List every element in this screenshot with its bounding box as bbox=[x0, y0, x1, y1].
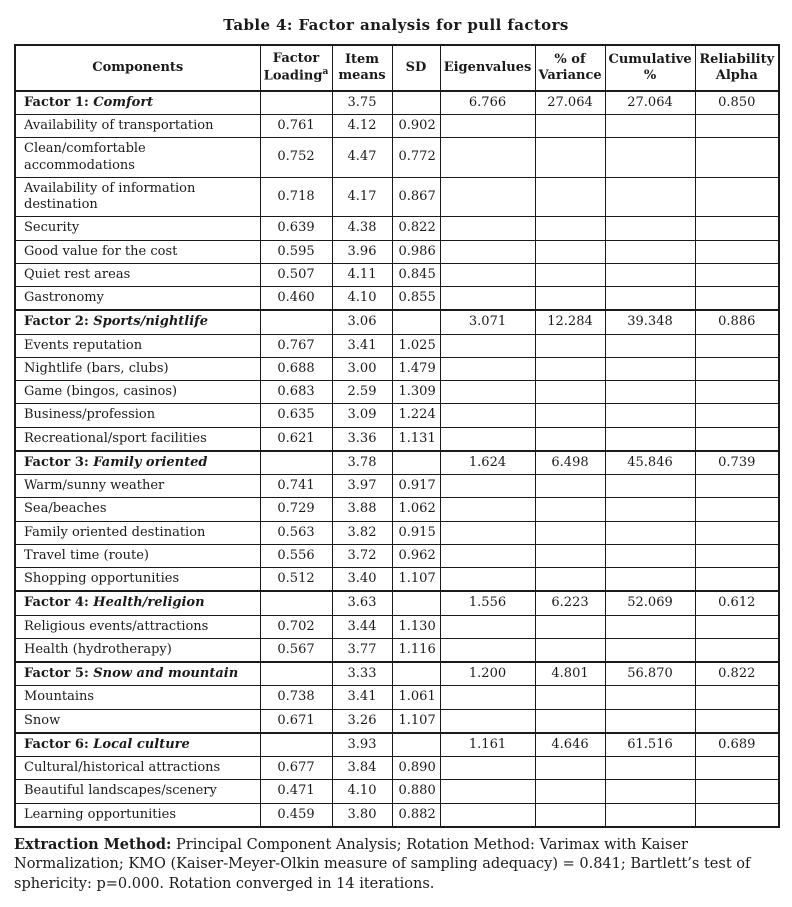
eigenvalue-cell bbox=[440, 544, 535, 567]
factor-name: Snow and mountain bbox=[93, 666, 239, 682]
alpha-cell bbox=[695, 709, 779, 733]
cumulative-cell bbox=[605, 115, 695, 138]
sd-cell: 0.882 bbox=[392, 803, 440, 827]
variance-cell bbox=[535, 615, 605, 638]
item-label: Snow bbox=[15, 709, 260, 733]
loading-cell: 0.741 bbox=[260, 475, 332, 498]
item-mean-cell: 3.80 bbox=[332, 803, 392, 827]
factor-label bbox=[15, 451, 260, 475]
factor-label bbox=[15, 91, 260, 115]
item-mean-cell: 3.75 bbox=[332, 91, 392, 115]
item-row bbox=[15, 381, 779, 404]
variance-cell bbox=[535, 544, 605, 567]
variance-cell: 6.498 bbox=[535, 451, 605, 475]
alpha-cell bbox=[695, 177, 779, 217]
loading-cell bbox=[260, 451, 332, 475]
item-row bbox=[15, 780, 779, 803]
factor-name: Health/religion bbox=[93, 595, 205, 611]
loading-cell: 0.752 bbox=[260, 138, 332, 178]
variance-cell bbox=[535, 138, 605, 178]
alpha-cell bbox=[695, 263, 779, 286]
alpha-cell bbox=[695, 615, 779, 638]
factor-name: Family oriented bbox=[93, 454, 208, 470]
item-row bbox=[15, 498, 779, 521]
item-mean-cell: 3.78 bbox=[332, 451, 392, 475]
item-mean-cell: 3.77 bbox=[332, 638, 392, 662]
factor-row bbox=[15, 662, 779, 686]
alpha-cell bbox=[695, 427, 779, 451]
eigenvalue-cell bbox=[440, 404, 535, 427]
item-mean-cell: 2.59 bbox=[332, 381, 392, 404]
item-label: Learning opportunities bbox=[15, 803, 260, 827]
eigenvalue-cell bbox=[440, 780, 535, 803]
variance-cell bbox=[535, 521, 605, 544]
item-row bbox=[15, 240, 779, 263]
table-title: Table 4: Factor analysis for pull factors bbox=[223, 16, 569, 34]
factor-prefix: Factor 5: bbox=[24, 666, 94, 682]
factor-label bbox=[15, 591, 260, 615]
sd-cell: 1.479 bbox=[392, 357, 440, 380]
item-mean-cell: 3.82 bbox=[332, 521, 392, 544]
factor-analysis-table bbox=[14, 44, 780, 828]
variance-cell bbox=[535, 638, 605, 662]
loading-cell: 0.671 bbox=[260, 709, 332, 733]
cumulative-cell bbox=[605, 780, 695, 803]
cumulative-cell bbox=[605, 381, 695, 404]
loading-cell: 0.595 bbox=[260, 240, 332, 263]
eigenvalue-cell bbox=[440, 757, 535, 780]
loading-cell: 0.567 bbox=[260, 638, 332, 662]
eigenvalue-cell bbox=[440, 217, 535, 240]
variance-cell: 4.801 bbox=[535, 662, 605, 686]
alpha-cell: 0.822 bbox=[695, 662, 779, 686]
sd-cell: 0.845 bbox=[392, 263, 440, 286]
item-mean-cell: 3.26 bbox=[332, 709, 392, 733]
cumulative-cell bbox=[605, 177, 695, 217]
cumulative-cell: 52.069 bbox=[605, 591, 695, 615]
item-mean-cell: 3.41 bbox=[332, 686, 392, 709]
eigenvalue-cell: 1.161 bbox=[440, 733, 535, 757]
cumulative-cell bbox=[605, 615, 695, 638]
notes-extraction-method-label: Extraction Method: bbox=[14, 835, 172, 853]
alpha-cell bbox=[695, 803, 779, 827]
factor-row bbox=[15, 451, 779, 475]
cumulative-cell bbox=[605, 568, 695, 592]
eigenvalue-cell bbox=[440, 287, 535, 311]
item-row bbox=[15, 217, 779, 240]
factor-row bbox=[15, 591, 779, 615]
loading-cell bbox=[260, 591, 332, 615]
item-row bbox=[15, 568, 779, 592]
item-label: Religious events/attractions bbox=[15, 615, 260, 638]
cumulative-cell: 45.846 bbox=[605, 451, 695, 475]
factor-row bbox=[15, 310, 779, 334]
eigenvalue-cell bbox=[440, 177, 535, 217]
item-label: Clean/comfortable accommodations bbox=[15, 138, 260, 178]
item-label: Health (hydrotherapy) bbox=[15, 638, 260, 662]
alpha-cell bbox=[695, 686, 779, 709]
table-notes bbox=[14, 835, 778, 895]
eigenvalue-cell: 1.200 bbox=[440, 662, 535, 686]
variance-cell bbox=[535, 686, 605, 709]
cumulative-cell bbox=[605, 404, 695, 427]
item-label: Cultural/historical attractions bbox=[15, 757, 260, 780]
item-label: Travel time (route) bbox=[15, 544, 260, 567]
alpha-cell bbox=[695, 404, 779, 427]
cumulative-cell bbox=[605, 544, 695, 567]
item-mean-cell: 4.17 bbox=[332, 177, 392, 217]
eigenvalue-cell bbox=[440, 240, 535, 263]
alpha-cell bbox=[695, 757, 779, 780]
variance-cell: 12.284 bbox=[535, 310, 605, 334]
loading-cell: 0.718 bbox=[260, 177, 332, 217]
item-row bbox=[15, 638, 779, 662]
variance-cell bbox=[535, 263, 605, 286]
loading-cell: 0.460 bbox=[260, 287, 332, 311]
loading-cell: 0.459 bbox=[260, 803, 332, 827]
alpha-cell bbox=[695, 217, 779, 240]
alpha-cell: 0.850 bbox=[695, 91, 779, 115]
loading-cell: 0.635 bbox=[260, 404, 332, 427]
item-label: Quiet rest areas bbox=[15, 263, 260, 286]
variance-cell bbox=[535, 709, 605, 733]
sd-cell: 1.224 bbox=[392, 404, 440, 427]
cumulative-cell bbox=[605, 240, 695, 263]
item-mean-cell: 3.96 bbox=[332, 240, 392, 263]
loading-cell: 0.639 bbox=[260, 217, 332, 240]
item-row bbox=[15, 686, 779, 709]
item-label: Security bbox=[15, 217, 260, 240]
item-label: Business/profession bbox=[15, 404, 260, 427]
table-body bbox=[15, 91, 779, 827]
sd-cell: 0.880 bbox=[392, 780, 440, 803]
cumulative-cell bbox=[605, 521, 695, 544]
alpha-cell bbox=[695, 115, 779, 138]
item-row bbox=[15, 427, 779, 451]
item-row bbox=[15, 138, 779, 178]
loading-cell: 0.767 bbox=[260, 334, 332, 357]
eigenvalue-cell bbox=[440, 475, 535, 498]
sd-cell bbox=[392, 91, 440, 115]
loading-cell: 0.563 bbox=[260, 521, 332, 544]
variance-cell: 4.646 bbox=[535, 733, 605, 757]
sd-cell bbox=[392, 662, 440, 686]
eigenvalue-cell: 1.624 bbox=[440, 451, 535, 475]
variance-cell: 6.223 bbox=[535, 591, 605, 615]
cumulative-cell bbox=[605, 709, 695, 733]
factor-prefix: Factor 6: bbox=[24, 736, 94, 752]
item-row bbox=[15, 287, 779, 311]
alpha-cell bbox=[695, 287, 779, 311]
column-header: Reliability Alpha bbox=[695, 45, 779, 91]
item-label: Game (bingos, casinos) bbox=[15, 381, 260, 404]
eigenvalue-cell bbox=[440, 115, 535, 138]
sd-cell: 1.107 bbox=[392, 568, 440, 592]
item-mean-cell: 3.44 bbox=[332, 615, 392, 638]
variance-cell bbox=[535, 404, 605, 427]
item-row bbox=[15, 803, 779, 827]
alpha-cell bbox=[695, 381, 779, 404]
factor-name: Local culture bbox=[93, 736, 190, 752]
item-row bbox=[15, 115, 779, 138]
item-mean-cell: 3.93 bbox=[332, 733, 392, 757]
cumulative-cell: 56.870 bbox=[605, 662, 695, 686]
alpha-cell bbox=[695, 334, 779, 357]
cumulative-cell bbox=[605, 357, 695, 380]
item-label: Nightlife (bars, clubs) bbox=[15, 357, 260, 380]
factor-label bbox=[15, 733, 260, 757]
item-mean-cell: 3.72 bbox=[332, 544, 392, 567]
eigenvalue-cell bbox=[440, 381, 535, 404]
sd-cell: 0.822 bbox=[392, 217, 440, 240]
item-mean-cell: 4.38 bbox=[332, 217, 392, 240]
item-mean-cell: 3.41 bbox=[332, 334, 392, 357]
eigenvalue-cell bbox=[440, 568, 535, 592]
column-header: Cumulative % bbox=[605, 45, 695, 91]
sd-cell bbox=[392, 451, 440, 475]
eigenvalue-cell: 6.766 bbox=[440, 91, 535, 115]
footnote-marker: a bbox=[322, 67, 329, 78]
item-mean-cell: 3.33 bbox=[332, 662, 392, 686]
sd-cell: 1.062 bbox=[392, 498, 440, 521]
loading-cell: 0.512 bbox=[260, 568, 332, 592]
sd-cell: 0.962 bbox=[392, 544, 440, 567]
variance-cell bbox=[535, 780, 605, 803]
eigenvalue-cell bbox=[440, 427, 535, 451]
factor-prefix: Factor 4: bbox=[24, 595, 94, 611]
sd-cell: 0.855 bbox=[392, 287, 440, 311]
item-row bbox=[15, 757, 779, 780]
sd-cell: 0.917 bbox=[392, 475, 440, 498]
loading-cell: 0.702 bbox=[260, 615, 332, 638]
cumulative-cell bbox=[605, 475, 695, 498]
alpha-cell: 0.689 bbox=[695, 733, 779, 757]
factor-row bbox=[15, 733, 779, 757]
item-label: Family oriented destination bbox=[15, 521, 260, 544]
sd-cell bbox=[392, 733, 440, 757]
item-label: Shopping opportunities bbox=[15, 568, 260, 592]
cumulative-cell bbox=[605, 138, 695, 178]
sd-cell: 1.061 bbox=[392, 686, 440, 709]
alpha-cell bbox=[695, 568, 779, 592]
alpha-cell bbox=[695, 521, 779, 544]
item-row bbox=[15, 334, 779, 357]
column-header: % of Variance bbox=[535, 45, 605, 91]
item-mean-cell: 3.97 bbox=[332, 475, 392, 498]
factor-label bbox=[15, 662, 260, 686]
alpha-cell: 0.886 bbox=[695, 310, 779, 334]
loading-cell: 0.677 bbox=[260, 757, 332, 780]
cumulative-cell bbox=[605, 757, 695, 780]
factor-prefix: Factor 1: bbox=[24, 94, 94, 110]
sd-cell: 1.025 bbox=[392, 334, 440, 357]
item-mean-cell: 4.10 bbox=[332, 287, 392, 311]
eigenvalue-cell bbox=[440, 498, 535, 521]
factor-label bbox=[15, 310, 260, 334]
alpha-cell bbox=[695, 780, 779, 803]
item-row bbox=[15, 357, 779, 380]
item-mean-cell: 4.47 bbox=[332, 138, 392, 178]
item-label: Events reputation bbox=[15, 334, 260, 357]
item-row bbox=[15, 615, 779, 638]
sd-cell: 1.131 bbox=[392, 427, 440, 451]
column-header: Factor Loading$^a$ bbox=[260, 45, 332, 91]
loading-cell: 0.729 bbox=[260, 498, 332, 521]
cumulative-cell: 39.348 bbox=[605, 310, 695, 334]
loading-cell: 0.621 bbox=[260, 427, 332, 451]
loading-cell bbox=[260, 733, 332, 757]
loading-cell: 0.471 bbox=[260, 780, 332, 803]
table-header bbox=[15, 45, 779, 91]
sd-cell: 0.772 bbox=[392, 138, 440, 178]
eigenvalue-cell: 3.071 bbox=[440, 310, 535, 334]
cumulative-cell bbox=[605, 638, 695, 662]
alpha-cell: 0.739 bbox=[695, 451, 779, 475]
variance-cell bbox=[535, 334, 605, 357]
loading-cell bbox=[260, 662, 332, 686]
sd-cell: 0.915 bbox=[392, 521, 440, 544]
eigenvalue-cell bbox=[440, 138, 535, 178]
loading-cell: 0.688 bbox=[260, 357, 332, 380]
variance-cell bbox=[535, 475, 605, 498]
variance-cell bbox=[535, 115, 605, 138]
sd-cell: 1.107 bbox=[392, 709, 440, 733]
item-mean-cell: 3.06 bbox=[332, 310, 392, 334]
loading-cell: 0.738 bbox=[260, 686, 332, 709]
eigenvalue-cell bbox=[440, 334, 535, 357]
loading-cell: 0.761 bbox=[260, 115, 332, 138]
variance-cell bbox=[535, 287, 605, 311]
item-mean-cell: 3.63 bbox=[332, 591, 392, 615]
sd-cell bbox=[392, 310, 440, 334]
cumulative-cell bbox=[605, 263, 695, 286]
eigenvalue-cell bbox=[440, 709, 535, 733]
factor-prefix: Factor 3: bbox=[24, 454, 94, 470]
cumulative-cell bbox=[605, 334, 695, 357]
sd-cell: 1.130 bbox=[392, 615, 440, 638]
cumulative-cell: 27.064 bbox=[605, 91, 695, 115]
variance-cell: 27.064 bbox=[535, 91, 605, 115]
sd-cell: 0.867 bbox=[392, 177, 440, 217]
item-row bbox=[15, 544, 779, 567]
sd-cell: 0.890 bbox=[392, 757, 440, 780]
eigenvalue-cell bbox=[440, 263, 535, 286]
alpha-cell bbox=[695, 544, 779, 567]
eigenvalue-cell bbox=[440, 521, 535, 544]
column-header: Item means bbox=[332, 45, 392, 91]
loading-cell bbox=[260, 310, 332, 334]
item-mean-cell: 3.09 bbox=[332, 404, 392, 427]
item-row bbox=[15, 404, 779, 427]
column-header: Components bbox=[15, 45, 260, 91]
cumulative-cell bbox=[605, 287, 695, 311]
item-mean-cell: 4.11 bbox=[332, 263, 392, 286]
factor-name: Sports/nightlife bbox=[93, 314, 209, 330]
alpha-cell: 0.612 bbox=[695, 591, 779, 615]
alpha-cell bbox=[695, 638, 779, 662]
item-mean-cell: 4.10 bbox=[332, 780, 392, 803]
item-label: Beautiful landscapes/scenery bbox=[15, 780, 260, 803]
item-row bbox=[15, 263, 779, 286]
item-label: Mountains bbox=[15, 686, 260, 709]
cumulative-cell bbox=[605, 217, 695, 240]
variance-cell bbox=[535, 240, 605, 263]
sd-cell: 1.309 bbox=[392, 381, 440, 404]
variance-cell bbox=[535, 803, 605, 827]
alpha-cell bbox=[695, 475, 779, 498]
notes-text: Principal Component Analysis; Rotation Method: Varimax with Kaiser Normalization; KMO (Kaiser-Meyer-Olkin measure of sampling adequacy) = 0.841; Bartlett’s test of sphericity: p=0.000. Rotation converged in 14 iterations. bbox=[14, 836, 751, 892]
item-mean-cell: 4.12 bbox=[332, 115, 392, 138]
factor-name: Comfort bbox=[93, 94, 154, 110]
item-label: Availability of information destination bbox=[15, 177, 260, 217]
variance-cell bbox=[535, 757, 605, 780]
item-label: Good value for the cost bbox=[15, 240, 260, 263]
cumulative-cell bbox=[605, 498, 695, 521]
alpha-cell bbox=[695, 498, 779, 521]
eigenvalue-cell bbox=[440, 638, 535, 662]
variance-cell bbox=[535, 498, 605, 521]
sd-cell: 1.116 bbox=[392, 638, 440, 662]
eigenvalue-cell bbox=[440, 615, 535, 638]
item-mean-cell: 3.40 bbox=[332, 568, 392, 592]
item-mean-cell: 3.84 bbox=[332, 757, 392, 780]
alpha-cell bbox=[695, 138, 779, 178]
eigenvalue-cell bbox=[440, 686, 535, 709]
loading-cell bbox=[260, 91, 332, 115]
header-row bbox=[15, 45, 779, 91]
cumulative-cell bbox=[605, 686, 695, 709]
loading-cell: 0.683 bbox=[260, 381, 332, 404]
column-header: Eigenvalues bbox=[440, 45, 535, 91]
alpha-cell bbox=[695, 240, 779, 263]
item-label: Recreational/sport facilities bbox=[15, 427, 260, 451]
variance-cell bbox=[535, 427, 605, 451]
cumulative-cell: 61.516 bbox=[605, 733, 695, 757]
variance-cell bbox=[535, 568, 605, 592]
item-row bbox=[15, 177, 779, 217]
column-header: SD bbox=[392, 45, 440, 91]
item-row bbox=[15, 521, 779, 544]
item-row bbox=[15, 709, 779, 733]
eigenvalue-cell: 1.556 bbox=[440, 591, 535, 615]
sd-cell: 0.902 bbox=[392, 115, 440, 138]
factor-prefix: Factor 2: bbox=[24, 314, 94, 330]
variance-cell bbox=[535, 177, 605, 217]
item-mean-cell: 3.36 bbox=[332, 427, 392, 451]
sd-cell bbox=[392, 591, 440, 615]
item-label: Gastronomy bbox=[15, 287, 260, 311]
cumulative-cell bbox=[605, 427, 695, 451]
item-row bbox=[15, 475, 779, 498]
cumulative-cell bbox=[605, 803, 695, 827]
item-label: Sea/beaches bbox=[15, 498, 260, 521]
variance-cell bbox=[535, 381, 605, 404]
variance-cell bbox=[535, 357, 605, 380]
variance-cell bbox=[535, 217, 605, 240]
eigenvalue-cell bbox=[440, 357, 535, 380]
loading-cell: 0.507 bbox=[260, 263, 332, 286]
loading-cell: 0.556 bbox=[260, 544, 332, 567]
item-mean-cell: 3.88 bbox=[332, 498, 392, 521]
eigenvalue-cell bbox=[440, 803, 535, 827]
item-label: Warm/sunny weather bbox=[15, 475, 260, 498]
item-label: Availability of transportation bbox=[15, 115, 260, 138]
item-mean-cell: 3.00 bbox=[332, 357, 392, 380]
alpha-cell bbox=[695, 357, 779, 380]
factor-row bbox=[15, 91, 779, 115]
sd-cell: 0.986 bbox=[392, 240, 440, 263]
